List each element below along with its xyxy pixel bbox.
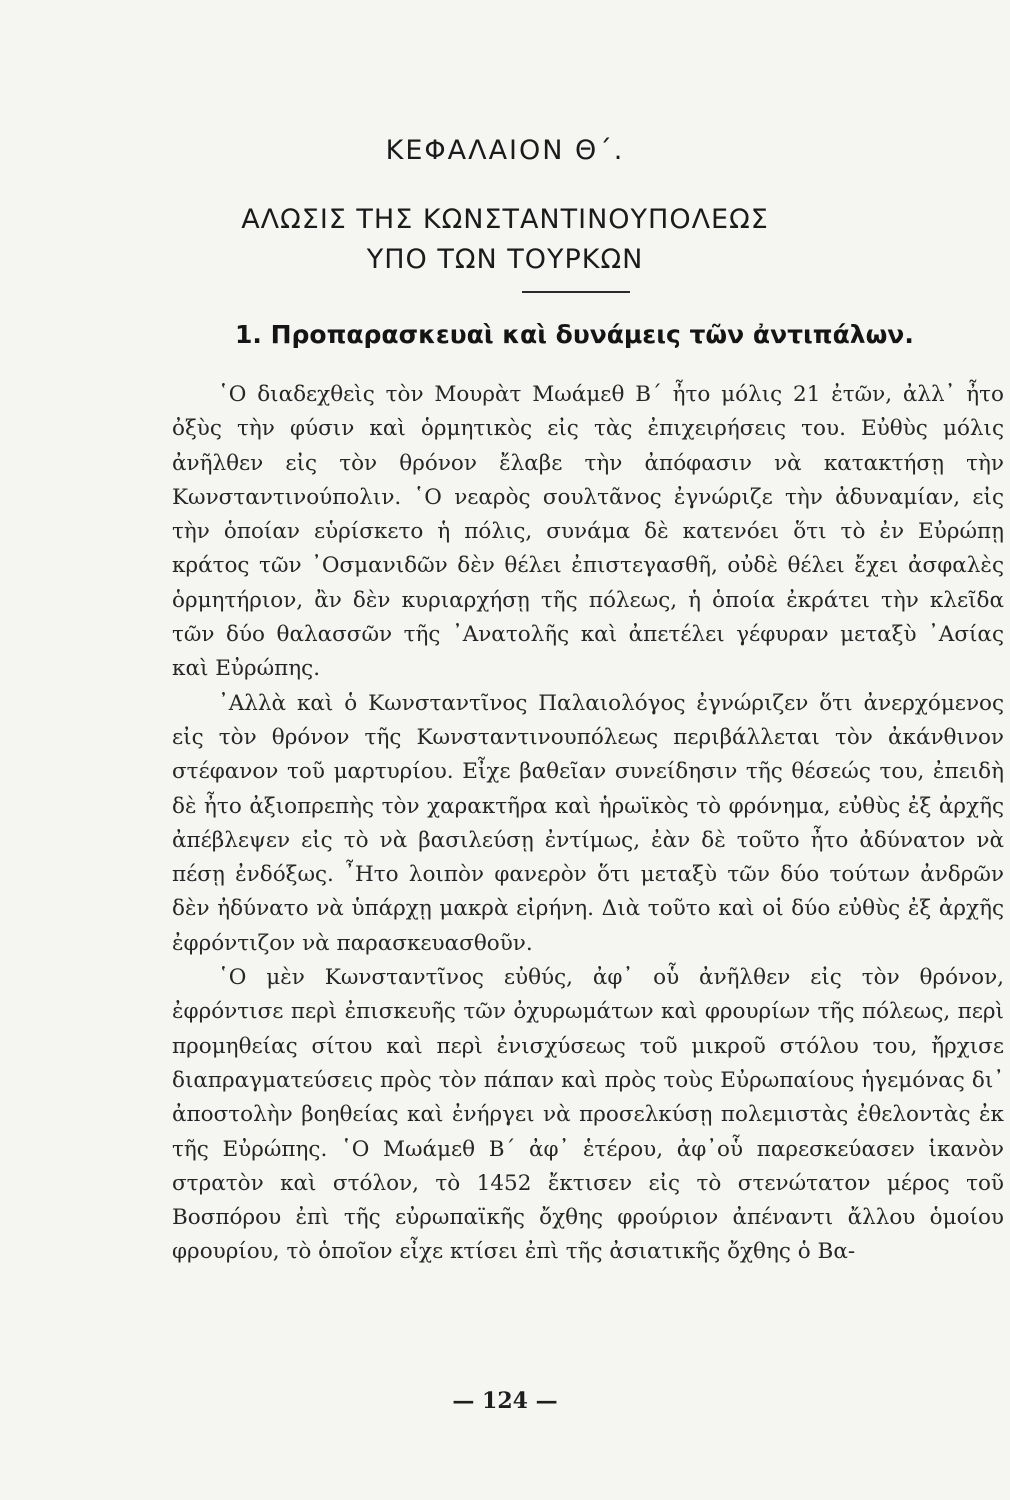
page-number: — 124 — — [452, 1388, 558, 1414]
body-text — [172, 378, 1004, 1270]
title-divider — [522, 291, 630, 293]
section-heading: 1. Προπαρασκευαὶ καὶ δυνάμεις τῶν ἀντιπάλων. — [235, 320, 914, 349]
paragraph-2: ᾿Αλλὰ καὶ ὁ Κωνσταντῖνος Παλαιολόγος ἐγνώριζεν ὅτι ἀνερχόμενος εἰς τὸν θρόνον τῆς Κωνσταντινουπόλεως περιβάλλεται τὸν ἀκάνθινον στέφανον τοῦ μαρτυρίου. Εἶχε βαθεῖαν συνείδησιν τῆς θέσεώς του, ἐπειδὴ δὲ ἦτο ἀξιοπρεπὴς τὸν χαρακτῆρα καὶ ἡρωϊκὸς τὸ φρόνημα, εὐθὺς ἐξ ἀρχῆς ἀπέβλεψεν εἰς τὸ νὰ βασιλεύσῃ ἐντίμως, ἐὰν δὲ τοῦτο ἦτο ἀδύνατον νὰ πέσῃ ἐνδόξως. ῏Ητο λοιπὸν φανερὸν ὅτι μεταξὺ τῶν δύο τούτων ἀνδρῶν δὲν ἠδύνατο νὰ ὑπάρχῃ μακρὰ εἰρήνη. Διὰ τοῦτο καὶ οἱ δύο εὐθὺς ἐξ ἀρχῆς ἐφρόντιζον νὰ παρασκευασθοῦν. — [172, 690, 1004, 956]
chapter-title — [0, 200, 1010, 280]
paragraph-3: ῾Ο μὲν Κωνσταντῖνος εὐθύς, ἀφ᾽ οὗ ἀνῆλθεν εἰς τὸν θρόνον, ἐφρόντισε περὶ ἐπισκευῆς τῶν ὀχυρωμάτων καὶ φρουρίων τῆς πόλεως, περὶ προμηθείας σίτου καὶ περὶ ἐνισχύσεως τοῦ μικροῦ στόλου του, ἤρχισε διαπραγματεύσεις πρὸς τὸν πάπαν καὶ πρὸς τοὺς Εὐρωπαίους ἡγεμόνας δι᾽ ἀποστολὴν βοηθείας καὶ ἐνήργει νὰ προσελκύσῃ πολεμιστὰς ἐθελοντὰς ἐκ τῆς Εὐρώπης. ῾Ο Μωάμεθ Β΄ ἀφ᾽ ἑτέρου, ἀφ᾽οὗ παρεσκεύασεν ἱκανὸν στρατὸν καὶ στόλον, τὸ 1452 ἔκτισεν εἰς τὸ στενώτατον μέρος τοῦ Βοσπόρου ἐπὶ τῆς εὐρωπαϊκῆς ὄχθης φρούριον ἀπέναντι ἄλλου ὁμοίου φρουρίου, τὸ ὁποῖον εἶχε κτίσει ἐπὶ τῆς ἀσιατικῆς ὄχθης ὁ Βα- — [172, 965, 1004, 1265]
chapter-title-line-2: ΥΠΟ ΤΩΝ ΤΟΥΡΚΩΝ — [366, 244, 644, 275]
chapter-title-line-1: ΑΛΩΣΙΣ ΤΗΣ ΚΩΝΣΤΑΝΤΙΝΟΥΠΟΛΕΩΣ — [241, 204, 769, 235]
paragraph-1: ῾Ο διαδεχθεὶς τὸν Μουρὰτ Μωάμεθ Β΄ ἦτο μόλις 21 ἐτῶν, ἀλλ᾽ ἦτο ὀξὺς τὴν φύσιν καὶ ὁρμητικὸς εἰς τὰς ἐπιχειρήσεις του. Εὐθὺς μόλις ἀνῆλθεν εἰς τὸν θρόνον ἔλαβε τὴν ἀπόφασιν νὰ κατακτήσῃ τὴν Κωνσταντινούπολιν. ῾Ο νεαρὸς σουλτᾶνος ἐγνώριζε τὴν ἀδυναμίαν, εἰς τὴν ὁποίαν εὑρίσκετο ἡ πόλις, συνάμα δὲ κατενόει ὅτι τὸ ἐν Εὐρώπῃ κράτος τῶν ᾿Οσμανιδῶν δὲν θέλει ἐπιστεγασθῆ, οὐδὲ θέλει ἔχει ἀσφαλὲς ὁρμητήριον, ἂν δὲν κυριαρχήσῃ τῆς πόλεως, ἡ ὁποία ἐκράτει τὴν κλεῖδα τῶν δύο θαλασσῶν τῆς ᾿Ανατολῆς καὶ ἀπετέλει γέφυραν μεταξὺ ᾿Ασίας καὶ Εὐρώπης. — [172, 382, 1004, 682]
chapter-heading: ΚΕΦΑΛΑΙΟΝ Θ΄. — [385, 135, 625, 166]
